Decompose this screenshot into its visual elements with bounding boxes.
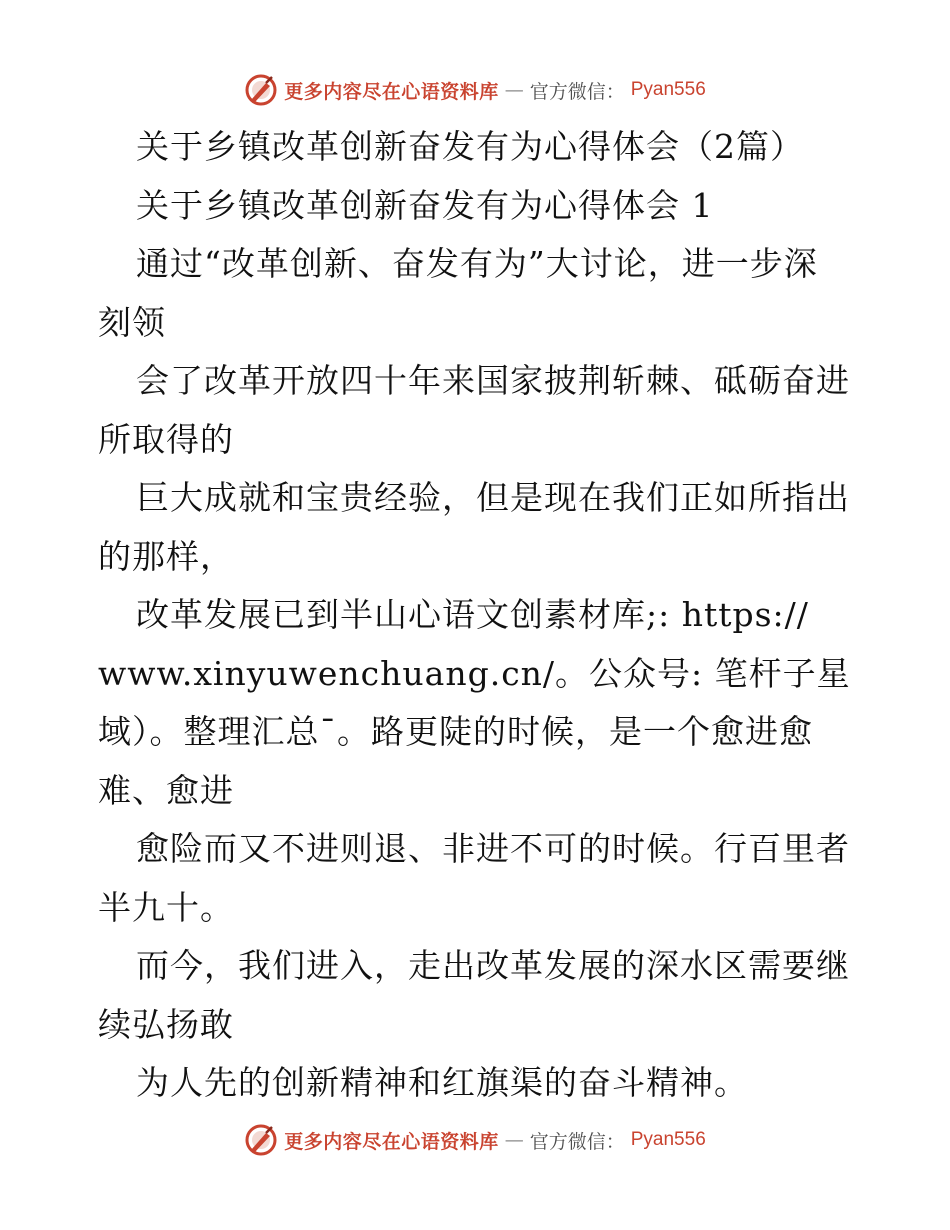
paragraph-line: 通过“改革创新、奋发有为”大讨论，进一步深	[136, 244, 818, 283]
paragraph-line: 域）。整理汇总¯。路更陡的时候，是一个愈进愈	[98, 712, 813, 751]
paragraph-line: 会了改革开放四十年来国家披荆斩棘、砥砺奋进	[136, 361, 850, 400]
banner-separator: —	[504, 1129, 524, 1151]
document-title: 关于乡镇改革创新奋发有为心得体会（2篇）	[136, 127, 804, 166]
paragraph-line: 难、愈进	[98, 770, 234, 810]
header-banner	[0, 70, 950, 110]
paragraph-line: 为人先的创新精神和红旗渠的奋斗精神。	[136, 1063, 748, 1102]
paragraph-line: www.xinyuwenchuang.cn/。公众号: 笔杆子星	[98, 653, 851, 693]
banner-brand: 更多内容尽在心语资料库	[284, 80, 499, 103]
footer-banner	[0, 1120, 950, 1160]
document-body	[98, 118, 858, 1113]
paragraph-line: 的那样，	[98, 536, 234, 576]
section-heading: 关于乡镇改革创新奋发有为心得体会 1	[136, 185, 714, 225]
banner-wechat-label: 官方微信：	[529, 1130, 625, 1153]
banner-wechat-id: Pyan556	[630, 79, 706, 100]
quill-badge-icon	[244, 73, 278, 107]
paragraph-line: 愈险而又不进则退、非进不可的时候。行百里者	[136, 829, 850, 868]
paragraph-line: 改革发展已到半山心语文创素材库;: https://	[136, 595, 809, 634]
paragraph-line: 续弘扬敢	[98, 1004, 234, 1044]
banner-wechat-label: 官方微信：	[529, 80, 625, 103]
paragraph-line: 半九十。	[98, 887, 234, 927]
banner-wechat-id: Pyan556	[630, 1129, 706, 1150]
banner-brand: 更多内容尽在心语资料库	[284, 1130, 499, 1153]
footer-banner-content	[244, 1123, 706, 1157]
paragraph-line: 刻领	[98, 302, 166, 342]
banner-separator: —	[504, 79, 524, 101]
paragraph-line: 所取得的	[98, 419, 234, 459]
paragraph-line: 而今，我们进入，走出改革发展的深水区需要继	[136, 946, 850, 985]
header-banner-content	[244, 73, 706, 107]
quill-badge-icon	[244, 1123, 278, 1157]
paragraph-line: 巨大成就和宝贵经验，但是现在我们正如所指出	[136, 478, 850, 517]
